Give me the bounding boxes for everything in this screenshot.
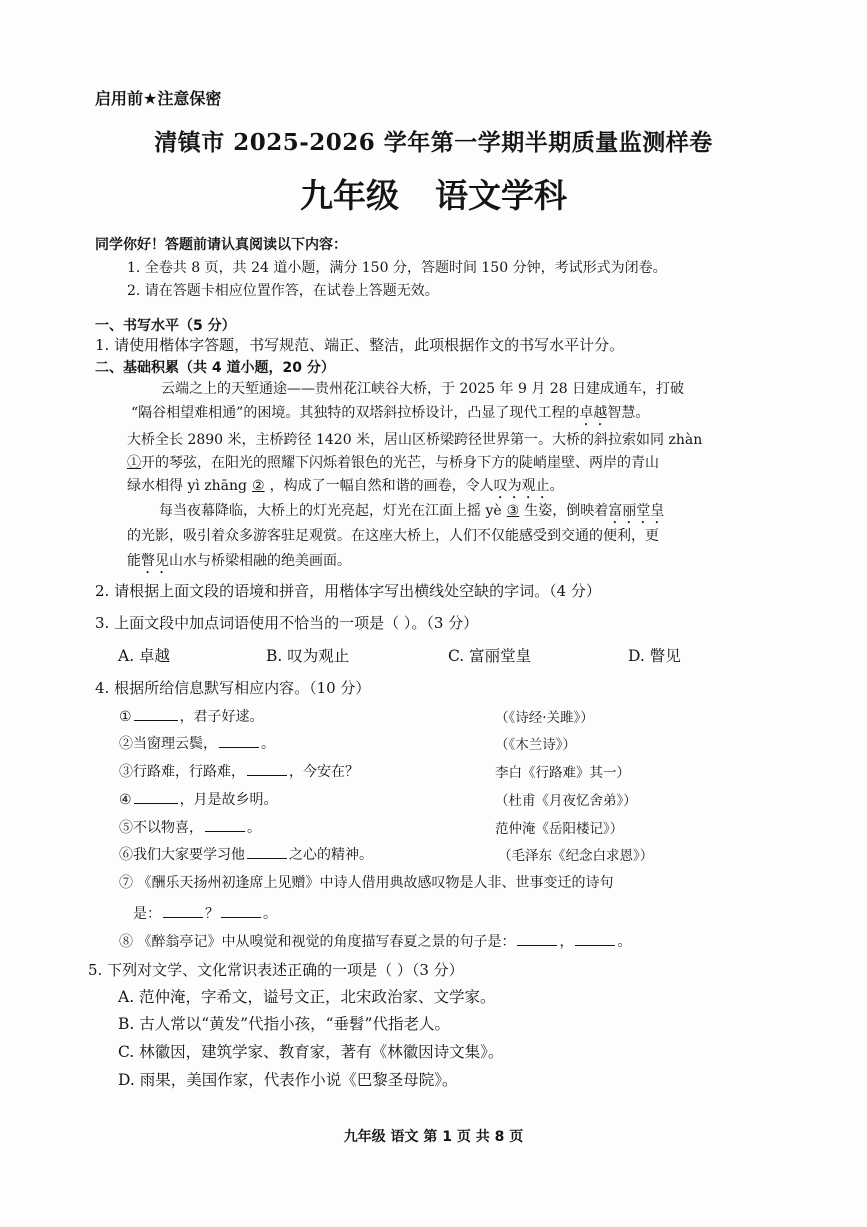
passage-line-7: 的光影，吸引着众多游客驻足观赏。在这座大桥上，人们不仅能感受到交通的便利，更 bbox=[127, 528, 659, 544]
q4-source-1: （《诗经·关雎》） bbox=[495, 710, 594, 726]
dotted-word-fulitanghuang: 富丽堂皇 bbox=[608, 503, 665, 519]
q4-item-3: ③行路难，行路难， ，今安在？ bbox=[119, 764, 359, 780]
q4-item-6: ⑥我们大家要学习他 之心的精神。 bbox=[119, 847, 373, 863]
confidential-label: 启用前★注意保密 bbox=[95, 89, 222, 108]
question-2: 2. 请根据上面文段的语境和拼音，用楷体字写出横线处空缺的字词。（4 分） bbox=[95, 582, 601, 600]
q4-source-6: （毛泽东《纪念白求恩》） bbox=[498, 848, 654, 864]
question-5: 5. 下列对文学、文化常识表述正确的一项是（ ）（3 分） bbox=[88, 961, 464, 979]
q5-option-b: B. 古人常以“黄发”代指小孩，“垂髫”代指老人。 bbox=[118, 1015, 450, 1033]
notice-item-2: 2. 请在答题卡相应位置作答，在试卷上答题无效。 bbox=[127, 283, 439, 299]
passage-line-1: 云端之上的天堑通途——贵州花江峡谷大桥，于 2025 年 9 月 28 日建成通车，打破 bbox=[161, 381, 685, 397]
grade-label: 九年级 bbox=[300, 176, 399, 215]
blank-2: ② bbox=[252, 478, 265, 494]
section1-heading: 一、书写水平（5 分） bbox=[95, 318, 236, 334]
passage-line-5: 绿水相得 yì zhāng ② ，构成了一幅自然和谐的画卷，令人叹为观止。 bbox=[127, 478, 564, 494]
notice-item-1: 1. 全卷共 8 页，共 24 道小题，满分 150 分，答题时间 150 分钟，考试形式为闭卷。 bbox=[127, 260, 667, 276]
dotted-word-zhuoyue: 卓越 bbox=[579, 405, 608, 421]
q5-option-d: D. 雨果，美国作家，代表作小说《巴黎圣母院》。 bbox=[118, 1071, 458, 1089]
q4-item-7: ⑦ 《酬乐天扬州初逢席上见赠》中诗人借用典故感叹物是人非、世事变迁的诗句 bbox=[119, 875, 614, 891]
q4-item-8: ⑧ 《醉翁亭记》中从嗅觉和视觉的角度描写春夏之景的句子是： ， 。 bbox=[119, 934, 632, 950]
q4-item-4: ④ ，月是故乡明。 bbox=[119, 792, 278, 808]
q5-option-c: C. 林徽因，建筑学家、教育家，著有《林徽因诗文集》。 bbox=[118, 1043, 504, 1061]
q3-option-d: D. 瞥见 bbox=[628, 647, 681, 665]
subject-label: 语文学科 bbox=[435, 176, 567, 215]
blank-3: ③ bbox=[506, 503, 520, 519]
notice-heading: 同学你好！答题前请认真阅读以下内容： bbox=[95, 237, 347, 253]
q4-item-2: ②当窗理云鬓， 。 bbox=[119, 736, 275, 752]
dotted-word-piejian: 瞥见 bbox=[141, 553, 169, 569]
question-1: 1. 请使用楷体字答题，书写规范、端正、整洁，此项根据作文的书写水平计分。 bbox=[95, 336, 625, 354]
q3-option-c: C. 富丽堂皇 bbox=[448, 647, 532, 665]
exam-title: 清镇市 2025-2026 学年第一学期半期质量监测样卷 bbox=[154, 129, 713, 156]
q4-item-5: ⑤不以物喜， 。 bbox=[119, 820, 261, 836]
q5-option-a: A. 范仲淹，字希文，谥号文正，北宋政治家、文学家。 bbox=[118, 988, 496, 1006]
q4-source-2: （《木兰诗》） bbox=[495, 737, 576, 753]
exam-subtitle bbox=[0, 170, 867, 217]
passage-line-3: 大桥全长 2890 米，主桥跨径 1420 米，居山区桥梁跨径世界第一。大桥的斜拉索如同 zhàn bbox=[127, 432, 703, 448]
question-3: 3. 上面文段中加点词语使用不恰当的一项是（ ）。（3 分） bbox=[95, 614, 479, 632]
passage-line-4: ①开的琴弦，在阳光的照耀下闪烁着银色的光芒，与桥身下方的陡峭崖壁、两岸的青山 bbox=[127, 455, 659, 471]
q3-option-b: B. 叹为观止 bbox=[266, 647, 350, 665]
passage-line-8: 能瞥见山水与桥梁相融的绝美画面。 bbox=[127, 553, 351, 569]
q4-source-3: 李白《行路难》其一） bbox=[495, 765, 630, 781]
blank-1: ① bbox=[127, 455, 141, 471]
q3-option-a: A. 卓越 bbox=[118, 647, 171, 665]
page-footer: 九年级 语文 第 1 页 共 8 页 bbox=[343, 1129, 524, 1145]
passage-line-6: 每当夜幕降临，大桥上的灯光亮起，灯光在江面上摇 yè ③ 生姿，倒映着富丽堂皇 bbox=[159, 503, 665, 519]
q4-item-7-answer: 是： ？ 。 bbox=[133, 906, 277, 922]
q4-source-5: 范仲淹《岳阳楼记》） bbox=[495, 821, 624, 837]
dotted-word-tanweiguanzhi: 叹为观止 bbox=[493, 478, 550, 494]
passage-line-2: “隔谷相望难相通”的困境。其独特的双塔斜拉桥设计，凸显了现代工程的卓越智慧。 bbox=[131, 405, 650, 421]
q4-item-1: ① ，君子好逑。 bbox=[119, 709, 264, 725]
q4-source-4: （杜甫《月夜忆舍弟》） bbox=[495, 793, 637, 809]
question-4: 4. 根据所给信息默写相应内容。（10 分） bbox=[95, 679, 371, 697]
section2-heading: 二、基础积累（共 4 道小题，20 分） bbox=[95, 360, 335, 376]
